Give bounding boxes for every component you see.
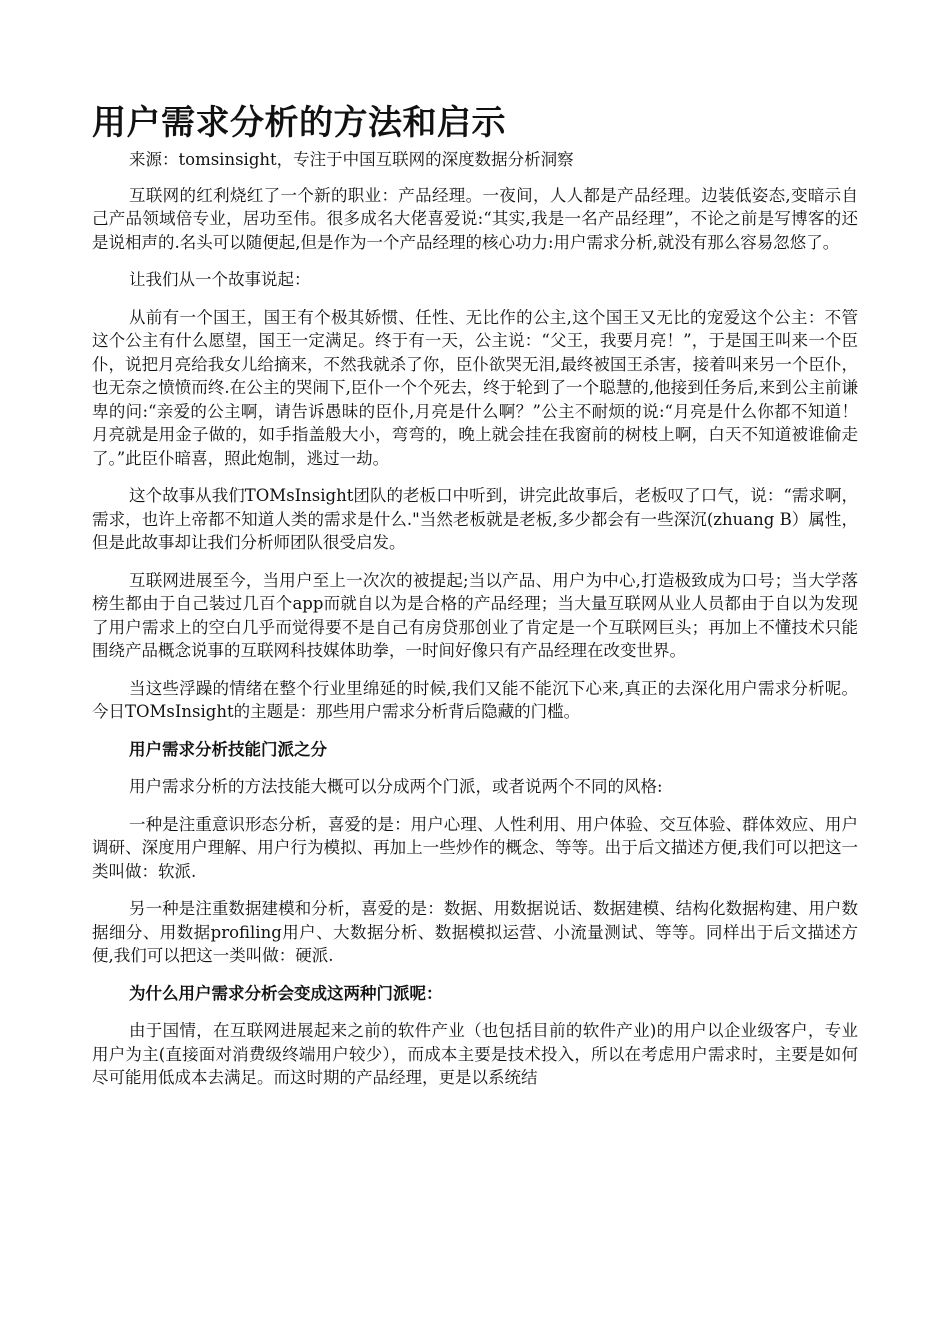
- paragraph-hard-school: 另一种是注重数据建模和分析，喜爱的是：数据、用数据说话、数据建模、结构化数据构建、用户数据细分、用数据profiling用户、大数据分析、数据模拟运营、小流量测试、等等。同样出于后文描述方便,我们可以把这一类叫做：硬派.: [92, 899, 858, 965]
- paragraph-story: 从前有一个国王，国王有个极其娇惯、任性、无比作的公主,这个国王又无比的宠爱这个公主：不管这个公主有什么愿望，国王一定满足。终于有一天，公主说：“父王，我要月亮！”，于是国王叫来一个臣仆，说把月亮给我女儿给摘来，不然我就杀了你，臣仆欲哭无泪,最终被国王杀害，接着叫来另一个臣仆，也无奈之愤愤而终.在公主的哭闹下,臣仆一个个死去，终于轮到了一个聪慧的,他接到任务后,来到公主前谦卑的问:“亲爱的公主啊，请告诉愚昧的臣仆,月亮是什么啊？”公主不耐烦的说:“月亮是什么你都不知道！月亮就是用金子做的，如手指盖般大小，弯弯的，晚上就会挂在我窗前的树枝上啊，白天不知道被谁偷走了。”此臣仆暗喜，照此炮制，逃过一劫。: [92, 307, 858, 468]
- paragraph-boss-quote: 这个故事从我们TOMsInsight团队的老板口中听到，讲完此故事后，老板叹了口气，说：“需求啊，需求，也许上帝都不知道人类的需求是什么."当然老板就是老板,多少都会有一些深沉(zhuang B）属性，但是此故事却让我们分析师团队很受启发。: [92, 486, 858, 552]
- paragraph-schools-intro: 用户需求分析的方法技能大概可以分成两个门派，或者说两个不同的风格:: [129, 777, 663, 796]
- paragraph-industry: 互联网进展至今，当用户至上一次次的被提起;当以产品、用户为中心,打造极致成为口号；当大学落榜生都由于自己装过几百个app而就自以为是合格的产品经理；当大量互联网从业人员都由于自以为发现了用户需求上的空白几乎而觉得要不是自己有房贷那创业了肯定是一个互联网巨头；再加上不懂技术只能围绕产品概念说事的互联网科技媒体助拳，一时间好像只有产品经理在改变世界。: [92, 570, 858, 660]
- section-heading-why: 为什么用户需求分析会变成这两种门派呢：: [129, 983, 443, 1003]
- paragraph-topic: 当这些浮躁的情绪在整个行业里绵延的时候,我们又能不能沉下心来,真正的去深化用户需求分析呢。今日TOMsInsight的主题是：那些用户需求分析背后隐藏的门槛。: [92, 678, 858, 721]
- source-line: 来源：tomsinsight，专注于中国互联网的深度数据分析洞察: [129, 150, 574, 169]
- paragraph-intro: 互联网的红利烧红了一个新的职业：产品经理。一夜间，人人都是产品经理。边装低姿态,变暗示自己产品领域倍专业，居功至伟。很多成名大佬喜爱说:“其实,我是一名产品经理”，不论之前是写博客的还是说相声的.名头可以随便起,但是作为一个产品经理的核心功力:用户需求分析,就没有那么容易忽悠了。: [92, 185, 858, 252]
- section-heading-schools: 用户需求分析技能门派之分: [129, 739, 327, 759]
- paragraph-story-lead: 让我们从一个故事说起：: [129, 270, 311, 289]
- page-title: 用户需求分析的方法和启示: [92, 103, 506, 143]
- paragraph-soft-school: 一种是注重意识形态分析，喜爱的是：用户心理、人性利用、用户体验、交互体验、群体效应、用户调研、深度用户理解、用户行为模拟、再加上一些炒作的概念、等等。出于后文描述方便,我们可以把这一类叫做：软派.: [92, 814, 858, 881]
- document-page: [92, 100, 858, 1104]
- paragraph-history: 由于国情，在互联网进展起来之前的软件产业（也包括目前的软件产业)的用户以企业级客户，专业用户为主(直接面对消费级终端用户较少），而成本主要是技术投入，所以在考虑用户需求时，主要是如何尽可能用低成本去满足。而这时期的产品经理，更是以系统结: [92, 1021, 858, 1087]
